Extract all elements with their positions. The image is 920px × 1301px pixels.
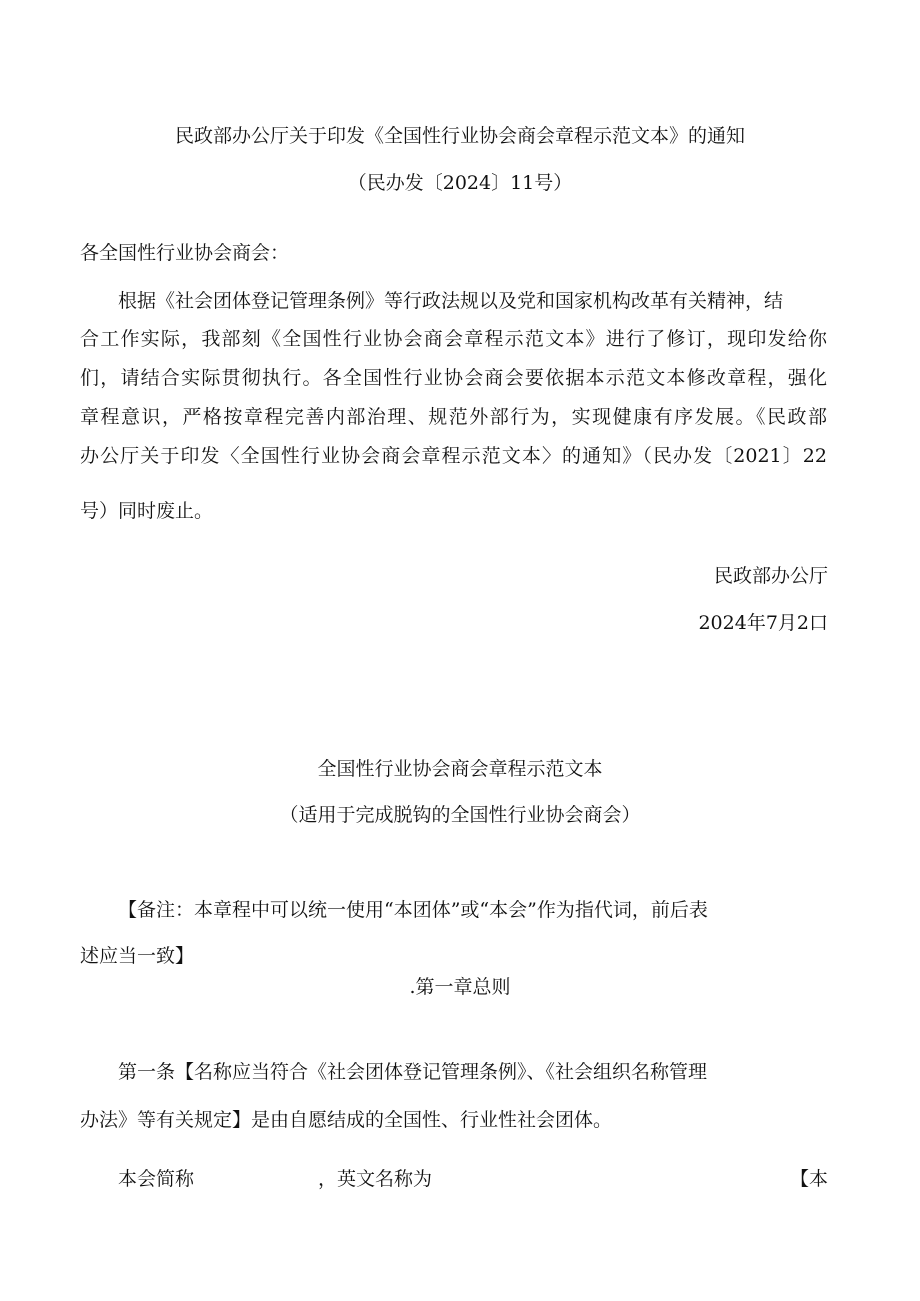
notice-body-line-6: 号）同时废止。 bbox=[80, 500, 214, 522]
template-note-line-2: 述应当一致】 bbox=[80, 945, 195, 967]
template-title: 全国性行业协会商会章程示范文本 bbox=[317, 758, 603, 780]
notice-date: 2024年7月2口 bbox=[698, 612, 828, 634]
abbreviation-label: 本会简称 bbox=[118, 1168, 195, 1190]
notice-body-line-1: 根据《社会团体登记管理条例》等行政法规以及党和国家机构改革有关精神，结 bbox=[118, 290, 784, 312]
article-1-line-1: 第一条【名称应当符合《社会团体登记管理条例》、《社会组织名称管理 bbox=[118, 1061, 708, 1083]
notice-body-line-3: 们，请结合实际贯彻执行。各全国性行业协会商会要依据本示范文本修改章程，强化 bbox=[80, 367, 827, 389]
chapter-heading: .第一章总则 bbox=[409, 976, 511, 998]
notice-doc-number: （民办发〔2024〕11号） bbox=[347, 172, 573, 194]
bracket-tail: 【本 bbox=[789, 1168, 828, 1190]
template-note-line-1: 【备注：本章程中可以统一使用“本团体”或“本会”作为指代词，前后表 bbox=[118, 899, 708, 921]
template-subtitle: （适用于完成脱钩的全国性行业协会商会） bbox=[279, 804, 641, 826]
english-name-label: ，英文名称为 bbox=[318, 1168, 433, 1190]
article-1-line-2: 办法》等有关规定】是由自愿结成的全国性、行业性社会团体。 bbox=[80, 1109, 613, 1131]
notice-issuer: 民政部办公厅 bbox=[713, 565, 828, 587]
notice-body-line-4: 章程意识，严格按章程完善内部治理、规范外部行为，实现健康有序发展。《民政部 bbox=[80, 406, 827, 428]
notice-body-line-2: 合工作实际，我部刻《全国性行业协会商会章程示范文本》进行了修订，现印发给你 bbox=[80, 328, 827, 350]
notice-body-line-5: 办公厅关于印发〈全国性行业协会商会章程示范文本〉的通知》（民办发〔2021〕22 bbox=[80, 445, 827, 467]
notice-salutation: 各全国性行业协会商会： bbox=[80, 242, 290, 264]
notice-title: 民政部办公厅关于印发《全国性行业协会商会章程示范文本》的通知 bbox=[174, 125, 745, 147]
